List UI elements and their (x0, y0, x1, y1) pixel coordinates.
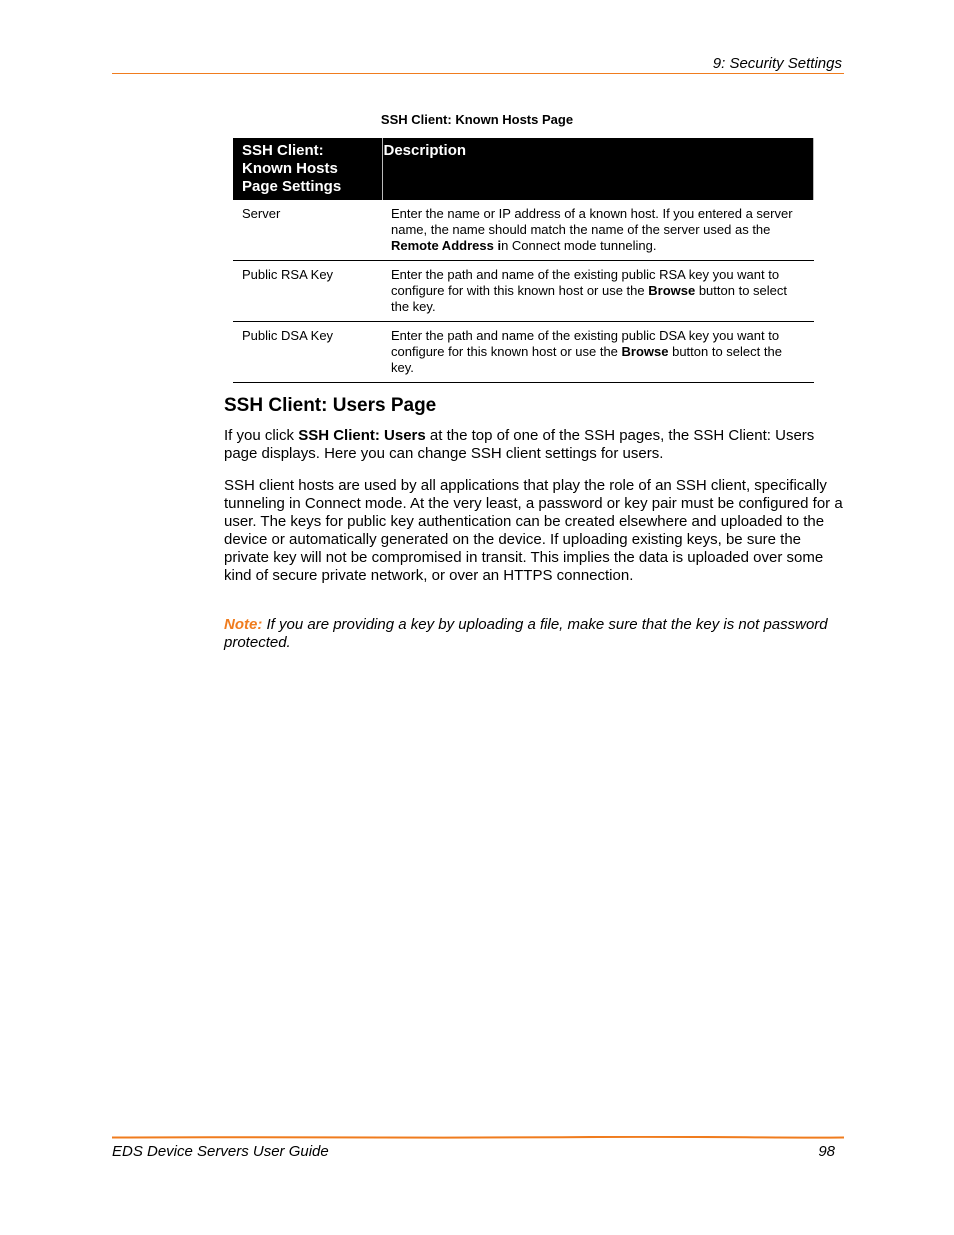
column-header-setting: SSH Client: Known Hosts Page Settings (233, 138, 382, 200)
text-run: If you click (224, 427, 299, 444)
bold-term: Remote Address i (391, 238, 502, 253)
intro-paragraph (224, 427, 844, 463)
bold-term: SSH Client: Users (298, 427, 426, 444)
column-header-description: Description (382, 138, 814, 200)
section-heading: SSH Client: Users Page (224, 395, 437, 416)
description-cell (382, 322, 814, 383)
table-caption: SSH Client: Known Hosts Page (380, 112, 574, 127)
table-row (233, 200, 814, 261)
description-cell (382, 200, 814, 261)
setting-cell: Public RSA Key (233, 261, 382, 322)
table-row (233, 322, 814, 383)
note-label: Note: (224, 616, 263, 633)
header-rule (112, 73, 844, 74)
known-hosts-table (233, 138, 814, 383)
text-run: at the top of one of the SSH pages, the SSH Client: Users page displays. Here you can change SSH client settings for users. (224, 427, 815, 462)
setting-cell: Server (233, 200, 382, 261)
footer-rule (112, 1136, 844, 1139)
text-run: n Connect mode tunneling. (501, 238, 657, 253)
table-row (233, 261, 814, 322)
text-run: Enter the path and name of the existing public DSA key you want to configure for this known host or use the (391, 328, 780, 359)
table-header-row (233, 138, 814, 200)
setting-cell: Public DSA Key (233, 322, 382, 383)
text-run: button to select the key. (391, 344, 782, 375)
bold-term: Browse (621, 344, 669, 359)
body-paragraph: SSH client hosts are used by all applications that play the role of an SSH client, specifically tunneling in Connect mode. At the very least, a password or key pair must be configured for a user. The keys for public key authentication can be created elsewhere and uploaded to the device or automatically generated on the device. If uploading existing keys, be sure the private key will not be compromised in transit. This implies the data is uploaded over some kind of secure private network, or over an HTTPS connection. (224, 477, 843, 584)
description-cell (382, 261, 814, 322)
running-header: 9: Security Settings (712, 55, 842, 72)
page-number: 98 (818, 1143, 835, 1160)
footer-title: EDS Device Servers User Guide (112, 1143, 329, 1160)
bold-term: Browse (648, 283, 696, 298)
text-run: Enter the path and name of the existing public RSA key you want to configure for with this known host or use the (391, 267, 780, 298)
note-text: If you are providing a key by uploading a file, make sure that the key is not password protected. (224, 616, 828, 651)
text-run: Enter the name or IP address of a known host. If you entered a server name, the name should match the name of the server used as the (391, 206, 793, 237)
note-paragraph (224, 616, 844, 652)
text-run: button to select the key. (391, 283, 787, 314)
